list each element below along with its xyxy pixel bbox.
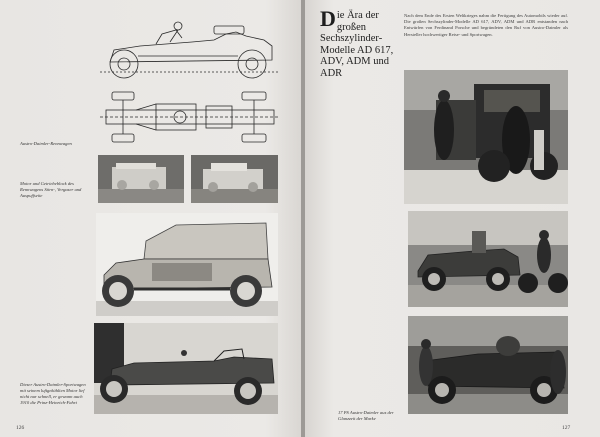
engine-photo-left (98, 155, 184, 203)
page-number-left: 126 (16, 425, 25, 431)
sports-car-photo (94, 323, 278, 414)
group-photo-caption: 17 PS Austro-Daimler aus der Glanzzeit der Marke (338, 410, 394, 421)
page-number-right: 127 (562, 425, 571, 431)
race-car-plan-drawing (96, 86, 284, 148)
chapter-heading (320, 6, 402, 79)
motorcycle-photo (408, 211, 568, 307)
heading-text: ie Ära der großen Sechszylinder-Modelle AD 617, ADV, ADM und ADR (320, 10, 394, 79)
drawing-caption: Austro-Daimler-Rennwagen (20, 141, 72, 146)
group-photo (408, 316, 568, 414)
street-scene-photo (404, 70, 568, 204)
engine-caption: Motor und Getriebeblock des Rennwagens Stirn-, Vergaser und Auspuffseite (20, 181, 82, 198)
heading-dropcap: D (320, 6, 336, 31)
book-gutter (301, 0, 305, 437)
sports-car-caption: Dieser Austro-Daimler-Sportwagen mit seinem luftgekühlten Motor lief nicht nur schnell, er gewann auch 1910 die Prinz-Heinrich-Fahrt (20, 382, 86, 405)
touring-car-photo (96, 213, 278, 316)
intro-text: Nach dem Ende des Ersten Weltkrieges nahm die Fertigung des Automobils wieder auf. Die großen Sechszylinder-Modelle AD 617, ADV, ADM und ADR entstanden nach Entwürfen von Ferdinand Porsche und begründeten den Ruf von Austro-Daimler als Hersteller hochwertiger Reise- und Sportwagen. (404, 13, 568, 37)
engine-photo-right (191, 155, 278, 203)
race-car-side-drawing (96, 12, 284, 84)
